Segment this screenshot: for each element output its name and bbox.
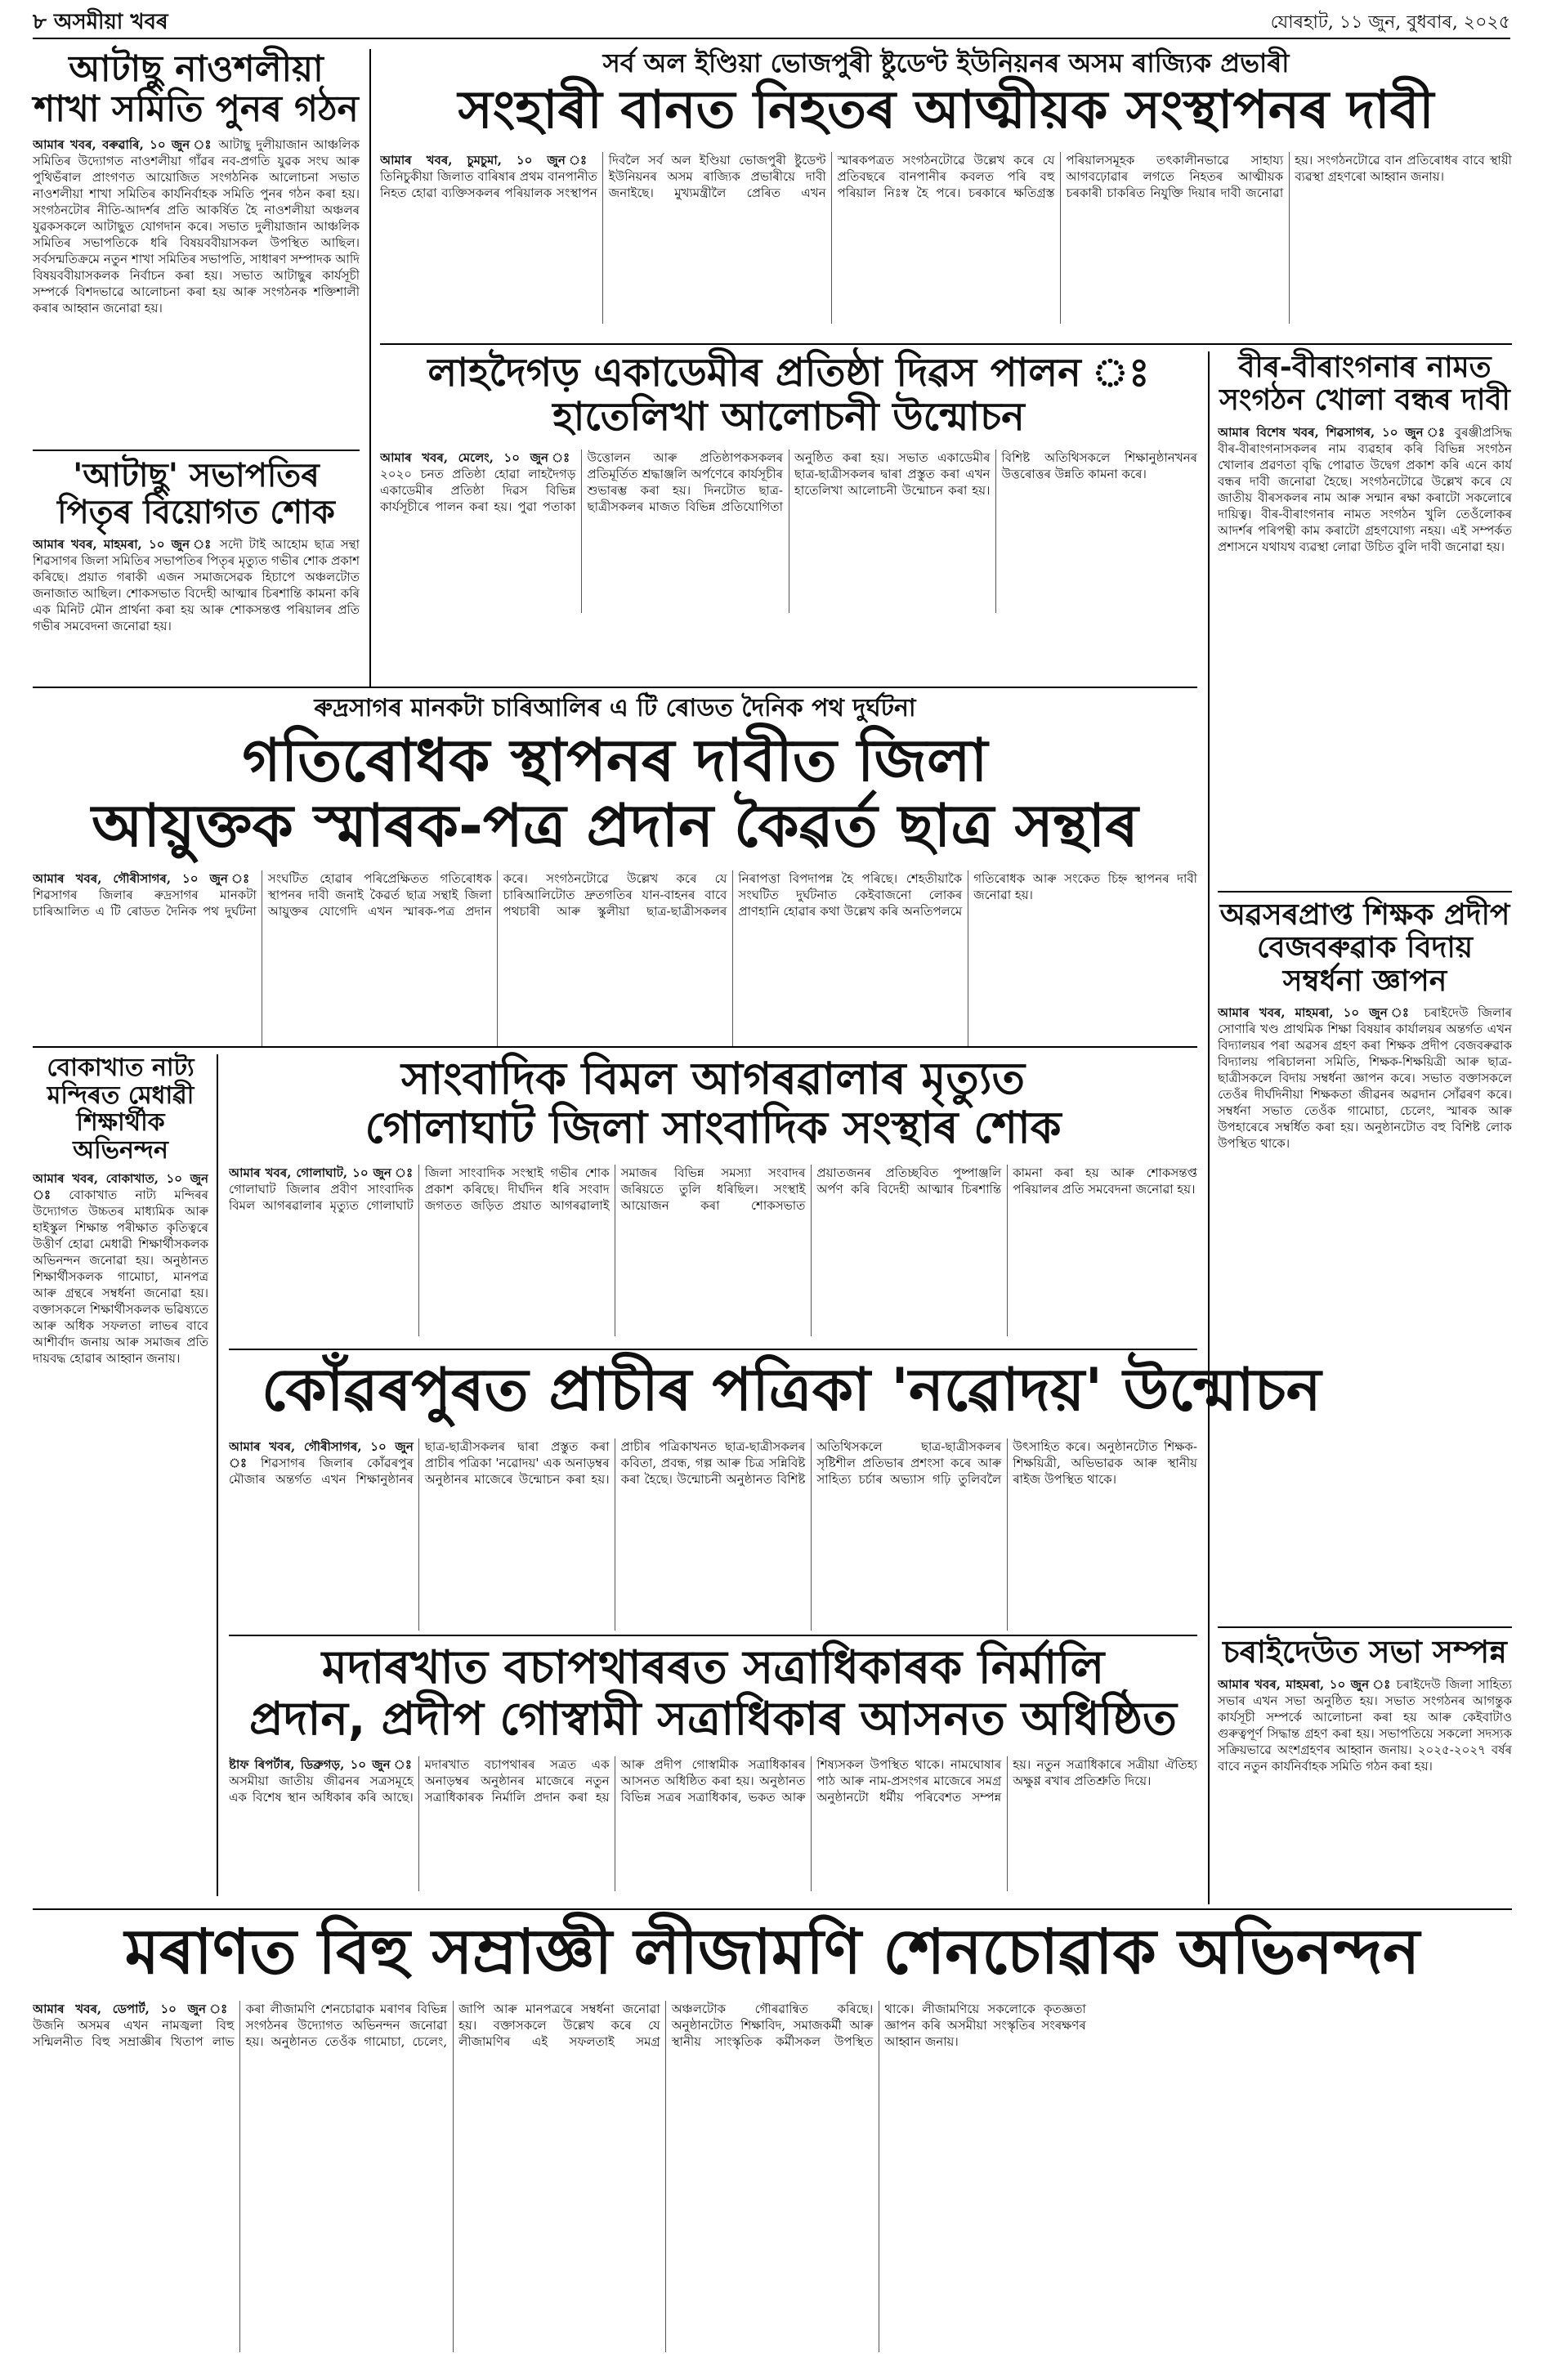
article-body — [33, 2001, 1512, 2352]
column-divider — [369, 49, 371, 687]
article-text: উজনি অসমৰ এখন নামজ্বলা বিহু সন্মিলনীত বিহু সম্ৰাজ্ঞীৰ খিতাপ লাভ কৰা লীজামণি শেনচোৱাক মৰাণৰ বিভিন্ন সংগঠনৰ উদ্যোগত অভিনন্দন জনোৱা হয়। অনুষ্ঠানত তেওঁক গামোচা, চেলেং, জাপি আৰু মানপত্ৰৰে সম্বৰ্ধনা জনোৱা হয়। বক্তাসকলে উল্লেখ কৰে যে লীজামণিৰ এই সফলতাই সমগ্ৰ অঞ্চলটোক গৌৰৱান্বিত কৰিছে। অনুষ্ঠানটোত শিক্ষাবিদ, সমাজকৰ্মী আৰু স্থানীয় সাংস্কৃতিক কৰ্মীসকল উপস্থিত থাকে। লীজামণিয়ে সকলোকে কৃতজ্ঞতা জ্ঞাপন কৰি অসমীয়া সংস্কৃতিৰ সংৰক্ষণৰ আহ্বান জনায়। — [33, 2002, 1086, 2050]
article-bokakhat-natya — [33, 1054, 208, 2012]
headline: অৱসৰপ্ৰাপ্ত শিক্ষক প্ৰদীপ বেজবৰুৱাক বিদায় সম্বৰ্ধনা জ্ঞাপন — [1219, 898, 1510, 998]
kicker: ৰুদ্ৰসাগৰ মানকটা চাৰিআলিৰ এ টি ৰোডত দৈনিক পথ দুৰ্ঘটনা — [314, 694, 916, 722]
article-text: গোলাঘাট জিলাৰ প্ৰবীণ সাংবাদিক বিমল আগৰৱালাৰ মৃত্যুত গোলাঘাট জিলা সাংবাদিক সংস্থাই গভীৰ শোক প্ৰকাশ কৰিছে। দীৰ্ঘদিন ধৰি সংবাদ জগতত জড়িত প্ৰয়াত আগৰৱালাই সমাজৰ বিভিন্ন সমস্যা সংবাদৰ জৰিয়তে তুলি ধৰিছিল। সংস্থাই আয়োজন কৰা শোকসভাত প্ৰয়াতজনৰ প্ৰতিচ্ছবিত পুষ্পাঞ্জলি অৰ্পণ কৰি বিদেহী আত্মাৰ চিৰশান্তি কামনা কৰা হয় আৰু শোকসন্তপ্ত পৰিয়ালৰ প্ৰতি সমবেদনা জনোৱা হয়। — [229, 1165, 1197, 1213]
dateline: আমাৰ খবৰ, মেলেং, ১০ জুন ঃ — [380, 450, 576, 465]
article-text: চৰাইদেউ জিলাৰ সোণাৰি খণ্ড প্ৰাথমিক শিক্ষা বিষয়াৰ কাৰ্যালয়ৰ অন্তৰ্গত এখন বিদ্যালয়ৰ পৰা অৱসৰ গ্ৰহণ কৰা শিক্ষক প্ৰদীপ বেজবৰুৱাক বিদ্যালয় পৰিচালনা সমিতি, শিক্ষক-শিক্ষয়িত্ৰী আৰু ছাত্ৰ-ছাত্ৰীসকলে বিদায় সম্বৰ্ধনা জ্ঞাপন কৰে। সভাত বক্তাসকলে তেওঁৰ দীৰ্ঘদিনীয়া শিক্ষকতা জীৱনৰ অৱদান সোঁৱৰণ কৰে। সম্বৰ্ধনা সভাত তেওঁক গামোচা, চেলেং, স্মাৰক আৰু উপহাৰেৰে সম্বৰ্ধিত কৰা হয়। অনুষ্ঠানটোত বহু বিশিষ্ট লোক উপস্থিত থাকে। — [1218, 1004, 1512, 1151]
article-text: তিনিচুকীয়া জিলাত বাৰিষাৰ প্ৰথম বানপানীত নিহত হোৱা ব্যক্তিসকলৰ পৰিয়ালক সংস্থাপন দিবলৈ সৰ্ব অল ইণ্ডিয়া ভোজপুৰী ষ্টুডেণ্ট ইউনিয়নৰ অসম ৰাজ্যিক প্ৰভাৰীয়ে দাবী জনাইছে। মুখ্যমন্ত্ৰীলৈ প্ৰেৰিত এখন স্মাৰকপত্ৰত সংগঠনটোৱে উল্লেখ কৰে যে প্ৰতিবছৰে বানপানীৰ কবলত পৰি বহু পৰিয়াল নিঃস্ব হৈ পৰে। চৰকাৰে ক্ষতিগ্ৰস্ত পৰিয়ালসমূহক তৎকালীনভাৱে সাহায্য আগবঢ়োৱাৰ লগতে নিহতৰ আত্মীয়ক চৰকাৰী চাকৰিত নিযুক্তি দিয়াৰ দাবী জনোৱা হয়। সংগঠনটোৱে বান প্ৰতিৰোধৰ বাবে স্থায়ী ব্যৱস্থা গ্ৰহণৰো আহ্বান জনায়। — [380, 152, 1512, 200]
article-text: বুৰঞ্জীপ্ৰসিদ্ধ বীৰ-বীৰাংগনাসকলৰ নাম ব্যৱহাৰ কৰি বিভিন্ন সংগঠন খোলাৰ প্ৰৱণতা বৃদ্ধি পোৱাত উদ্বেগ প্ৰকাশ কৰি এনে কাৰ্য বন্ধৰ দাবী জনোৱা হৈছে। সংগঠনটোৱে উল্লেখ কৰে যে জাতীয় বীৰসকলৰ নাম আৰু সন্মান ৰক্ষা কৰাটো সকলোৰে দায়িত্ব। বীৰ-বীৰাংগনাৰ নামত সংগঠন খুলি তেওঁলোকৰ আদৰ্শৰ পৰিপন্থী কাম কৰাটো গ্ৰহণযোগ্য নহয়। এই সম্পৰ্কত প্ৰশাসনে যথাযথ ব্যৱস্থা লোৱা উচিত বুলি দাবী জনোৱা হয়। — [1218, 424, 1512, 554]
article-atachu-sabhapati — [33, 458, 360, 655]
headline: আটাছু নাওশলীয়া শাখা সমিতি পুনৰ গঠন — [34, 48, 359, 131]
article-norodoy — [229, 1357, 1512, 1423]
article-body — [229, 1756, 1197, 1891]
page-number-masthead: ৮ অসমীয়া খবৰ — [33, 10, 168, 34]
article-body — [229, 1165, 1197, 1336]
article-lahdoigarh — [380, 351, 1197, 613]
article-divider — [229, 1635, 1197, 1636]
dateline: আমাৰ খবৰ, বোকাখাত, ১০ জুন ঃ — [33, 1171, 208, 1203]
article-divider — [380, 343, 1512, 345]
article-bimal-agarwala — [229, 1054, 1197, 1336]
dateline: আমাৰ খবৰ, বৰুৱাৰি, ১০ জুন ঃ — [33, 136, 213, 152]
headline-line-1: গতিৰোধক স্থাপনৰ দাবীত জিলা — [242, 725, 988, 794]
article-divider — [1218, 1626, 1512, 1628]
dateline: আমাৰ খবৰ, গৌৰীসাগৰ, ১০ জুন ঃ — [33, 870, 257, 886]
article-body — [1218, 424, 1512, 780]
article-divider — [33, 687, 1197, 688]
column-divider — [1208, 1626, 1210, 1904]
headline: বীৰ-বীৰাংগনাৰ নামত সংগঠন খোলা বন্ধৰ দাবী — [1219, 351, 1510, 418]
article-norodoy-body — [229, 1438, 1197, 1631]
page-date: যোৰহাট, ১১ জুন, বুধবাৰ, ২০২৫ — [1270, 12, 1510, 33]
article-body — [1218, 1004, 1512, 1626]
article-text: শিৱসাগৰ জিলাৰ কোঁৱৰপুৰ মৌজাৰ অন্তৰ্গত এখন শিক্ষানুষ্ঠানৰ ছাত্ৰ-ছাত্ৰীসকলৰ দ্বাৰা প্ৰস্তুত কৰা প্ৰাচীৰ পত্ৰিকা 'নৱোদয়' এক অনাড়ম্বৰ অনুষ্ঠানৰ মাজেৰে উন্মোচন কৰা হয়। প্ৰাচীৰ পত্ৰিকাখনত ছাত্ৰ-ছাত্ৰীসকলৰ কবিতা, প্ৰবন্ধ, গল্প আৰু চিত্ৰ সন্নিবিষ্ট কৰা হৈছে। উন্মোচনী অনুষ্ঠানত বিশিষ্ট অতিথিসকলে ছাত্ৰ-ছাত্ৰীসকলৰ সৃষ্টিশীল প্ৰতিভাৰ প্ৰশংসা কৰে আৰু সাহিত্য চৰ্চাৰ অভ্যাস গঢ়ি তুলিবলৈ উৎসাহিত কৰে। অনুষ্ঠানটোত শিক্ষক-শিক্ষয়িত্ৰী, অভিভাৱক আৰু স্থানীয় ৰাইজ উপস্থিত থাকে। — [229, 1439, 1197, 1487]
headline-line-1: মদাৰখাত বচাপথাৰৰত সত্ৰাধিকাৰক নিৰ্মালি — [321, 1641, 1105, 1694]
article-body — [380, 450, 1197, 613]
article-divider — [33, 1908, 1512, 1910]
column-divider — [1208, 891, 1210, 1626]
dateline: আমাৰ খবৰ, গোলাঘাট, ১০ জুন ঃ — [229, 1165, 414, 1180]
dateline: আমাৰ খবৰ, গৌৰীসাগৰ, ১০ জুন ঃ — [229, 1439, 414, 1470]
article-divider — [33, 450, 360, 451]
column-divider — [1208, 351, 1210, 891]
article-text: ২০২০ চনত প্ৰতিষ্ঠা হোৱা লাহদৈগড় একাডেমীৰ প্ৰতিষ্ঠা দিৱস বিভিন্ন কাৰ্যসূচীৰে পালন কৰা হয়। পুৱা পতাকা উত্তোলন আৰু প্ৰতিষ্ঠাপকসকলৰ প্ৰতিমূৰ্তিত শ্ৰদ্ধাঞ্জলি অৰ্পণেৰে কাৰ্যসূচীৰ শুভাৰম্ভ কৰা হয়। দিনটোত ছাত্ৰ-ছাত্ৰীসকলৰ মাজত বিভিন্ন প্ৰতিযোগিতা অনুষ্ঠিত কৰা হয়। সভাত একাডেমীৰ ছাত্ৰ-ছাত্ৰীসকলৰ দ্বাৰা প্ৰস্তুত কৰা এখন হাতেলিখা আলোচনী উন্মোচন কৰা হয়। বিশিষ্ট অতিথিসকলে শিক্ষানুষ্ঠানখনৰ উত্তৰোত্তৰ উন্নতি কামনা কৰে। — [380, 450, 1197, 514]
headline-line-2: আয়ুক্তক স্মাৰক-পত্ৰ প্ৰদান কৈৱৰ্ত ছাত্ৰ সন্থাৰ — [92, 791, 1138, 861]
article-text: বোকাখাত নাট্য মন্দিৰৰ উদ্যোগত উচ্চতৰ মাধ্যমিক আৰু হাইস্কুল শিক্ষান্ত পৰীক্ষাত কৃতিত্বৰে উত্তীৰ্ণ হোৱা মেধাৱী শিক্ষাৰ্থীসকলক অভিনন্দন জনোৱা হয়। অনুষ্ঠানত শিক্ষাৰ্থীসকলক গামোচা, মানপত্ৰ আৰু গ্ৰন্থৰে সম্বৰ্ধনা জনোৱা হয়। বক্তাসকলে শিক্ষাৰ্থীসকলক ভৱিষ্যতে আৰু অধিক সফলতা লাভৰ বাবে আশীৰ্বাদ জনায় আৰু সমাজৰ প্ৰতি দায়বদ্ধ হোৱাৰ আহ্বান জনায়। — [33, 1188, 208, 1367]
article-bir-birangana — [1218, 351, 1512, 780]
article-atachu-nauchaliya — [33, 49, 360, 369]
article-body — [33, 1170, 208, 2012]
article-charaideo-sabha — [1218, 1635, 1512, 1921]
article-divider — [33, 1046, 1197, 1048]
header-rule — [33, 38, 1510, 39]
headline: লাহদৈগড় একাডেমীৰ প্ৰতিষ্ঠা দিৱস পালন ঃ হাতেলিখা আলোচনী উন্মোচন — [427, 350, 1150, 440]
dateline: আমাৰ খবৰ, মাহমৰা, ১০ জুন ঃ — [1218, 1004, 1415, 1020]
article-body — [33, 136, 360, 369]
headline: বোকাখাত নাট্য মন্দিৰত মেধাৱী শিক্ষাৰ্থীক অভিনন্দন — [47, 1054, 195, 1165]
article-body — [33, 870, 1197, 1046]
dateline: ষ্টাফ ৰিপৰ্টাৰ, ডিব্ৰুগড়, ১০ জুন ঃ — [229, 1757, 414, 1773]
article-prodip-bezbarua — [1218, 899, 1512, 1626]
column-divider — [217, 1054, 218, 1896]
dateline: আমাৰ খবৰ, মাহমৰা, ১০ জুন ঃ — [33, 536, 214, 552]
headline: কোঁৱৰপুৰত প্ৰাচীৰ পত্ৰিকা 'নৱোদয়' উন্মোচন — [262, 1355, 1322, 1424]
headline: চৰাইদেউত সভা সম্পন্ন — [1223, 1634, 1507, 1670]
article-bhojpuri — [380, 49, 1512, 324]
article-divider — [229, 1349, 1197, 1350]
article-gatirodhak — [33, 695, 1197, 1046]
dateline: আমাৰ খবৰ, ডেপাৰ্ট, ১০ জুন ঃ — [33, 2002, 235, 2017]
article-body — [1218, 1676, 1512, 1921]
article-text: সদৌ টাই আহোম ছাত্ৰ সন্থা শিৱসাগৰ জিলা সমিতিৰ সভাপতিৰ পিতৃৰ মৃত্যুত গভীৰ শোক প্ৰকাশ কৰিছে। প্ৰয়াত গৰাকী এজন সমাজসেৱক হিচাপে অঞ্চলটোত জনাজাত আছিল। শোকসভাত বিদেহী আত্মাৰ চিৰশান্তি কামনা কৰি এক মিনিট মৌন প্ৰাৰ্থনা কৰা হয় আৰু শোকসন্তপ্ত পৰিয়ালৰ প্ৰতি গভীৰ সমবেদনা জনোৱা হয়। — [33, 536, 360, 633]
headline: 'আটাছু' সভাপতিৰ পিতৃৰ বিয়োগত শোক — [57, 457, 335, 531]
dateline: আমাৰ বিশেষ খবৰ, শিৱসাগৰ, ১০ জুন ঃ — [1218, 424, 1448, 440]
article-text: চৰাইদেউ জিলা সাহিত্য সভাৰ এখন সভা অনুষ্ঠিত হয়। সভাত সংগঠনৰ আগন্তুক কাৰ্যসূচী সম্পৰ্কে আলোচনা কৰা হয় আৰু কেইবাটাও গুৰুত্বপূৰ্ণ সিদ্ধান্ত গ্ৰহণ কৰা হয়। সভাপতিয়ে সকলো সদস্যক সক্ৰিয়ভাৱে অংশগ্ৰহণৰ আহ্বান জনায়। ২০২৫-২০২৭ বৰ্ষৰ বাবে নতুন কাৰ্যনিৰ্বাহক সমিতি গঠন কৰা হয়। — [1218, 1676, 1512, 1774]
article-satradhikar — [229, 1643, 1197, 1891]
article-text: শিৱসাগৰ জিলাৰ ৰুদ্ৰসাগৰ মানকটা চাৰিআলিত এ টি ৰোডত দৈনিক পথ দুৰ্ঘটনা সংঘটিত হোৱাৰ পৰিপ্ৰেক্ষিতত গতিৰোধক স্থাপনৰ দাবী জনাই কৈৱৰ্ত ছাত্ৰ সন্থাই জিলা আয়ুক্তৰ যোগেদি এখন স্মাৰক-পত্ৰ প্ৰদান কৰে। সংগঠনটোৱে উল্লেখ কৰে যে চাৰিআলিটোত দ্ৰুতগতিৰ যান-বাহনৰ বাবে পথচাৰী আৰু স্কুলীয়া ছাত্ৰ-ছাত্ৰীসকলৰ নিৰাপত্তা বিপদাপন্ন হৈ পৰিছে। শেহতীয়াকৈ সংঘটিত দুৰ্ঘটনাত কেইবাজনো লোকৰ প্ৰাণহানি হোৱাৰ কথা উল্লেখ কৰি অনতিপলমে গতিৰোধক আৰু সংকেত চিহ্ন স্থাপনৰ দাবী জনোৱা হয়। — [33, 870, 1197, 919]
headline-line-1: সাংবাদিক বিমল আগৰৱালাৰ মৃত্যুত — [400, 1053, 1026, 1104]
dateline: আমাৰ খবৰ, চুমচুমা, ১০ জুন ঃ — [380, 152, 597, 168]
headline-line-2: প্ৰদান, প্ৰদীপ গোস্বামী সত্ৰাধিকাৰ আসনত অধিষ্ঠিত — [249, 1692, 1177, 1746]
article-divider — [1218, 891, 1512, 892]
article-text: অসমীয়া জাতীয় জীৱনৰ সত্ৰসমূহে এক বিশেষ স্থান অধিকাৰ কৰি আছে। মদাৰখাত বচাপথাৰৰ সত্ৰত এক অনাড়ম্বৰ অনুষ্ঠানৰ মাজেৰে নতুন সত্ৰাধিকাৰক নিৰ্মালি প্ৰদান কৰা হয় আৰু প্ৰদীপ গোস্বামীক সত্ৰাধিকাৰৰ আসনত অধিষ্ঠিত কৰা হয়। অনুষ্ঠানত বিভিন্ন সত্ৰৰ সত্ৰাধিকাৰ, ভকত আৰু শিষ্যসকল উপস্থিত থাকে। নামঘোষাৰ পাঠ আৰু নাম-প্ৰসংগৰ মাজেৰে সমগ্ৰ অনুষ্ঠানটো ধৰ্মীয় পৰিবেশত সম্পন্ন হয়। নতুন সত্ৰাধিকাৰে সত্ৰীয়া ঐতিহ্য অক্ষুণ্ণ ৰখাৰ প্ৰতিশ্ৰুতি দিয়ে। — [229, 1757, 1197, 1805]
article-lijamoni — [33, 1917, 1512, 2352]
dateline: আমাৰ খবৰ, মাহমৰা, ১০ জুন ঃ — [1218, 1676, 1392, 1692]
kicker: সৰ্ব অল ইণ্ডিয়া ভোজপুৰী ষ্টুডেণ্ট ইউনিয়নৰ অসম ৰাজ্যিক প্ৰভাৰী — [602, 47, 1290, 78]
headline: সংহাৰী বানত নিহতৰ আত্মীয়ক সংস্থাপনৰ দাবী — [458, 79, 1434, 141]
article-body — [380, 152, 1512, 324]
headline: মৰাণত বিহু সম্ৰাজ্ঞী লীজামণি শেনচোৱাক অভিনন্দন — [124, 1915, 1420, 1988]
article-body — [33, 536, 360, 655]
headline-line-2: গোলাঘাট জিলা সাংবাদিক সংস্থাৰ শোক — [365, 1102, 1062, 1154]
article-text: আটাছু দুলীয়াজান আঞ্চলিক সমিতিৰ উদ্যোগত নাওশলীয়া গাঁৱৰ নব-প্ৰগতি যুৱক সংঘ আৰু পুথিভঁৰাল প্ৰাংগণত আয়োজিত সংগঠনিক আলোচনা সভাত নাওশলীয়া শাখা সমিতিৰ কাৰ্যনিৰ্বাহক সমিতি পুনৰ গঠন কৰা হয়। সংগঠনটোৰ নীতি-আদৰ্শৰ প্ৰতি আকৰ্ষিত হৈ নাওশলীয়া অঞ্চলৰ যুৱকসকলে আটাছুত যোগদান কৰে। সভাত দুলীয়াজান আঞ্চলিক সমিতিৰ সভাপতিকে ধৰি বিষয়ববীয়াসকল উপস্থিত আছিল। সৰ্বসন্মতিক্ৰমে নতুন শাখা সমিতিৰ সভাপতি, সাধাৰণ সম্পাদক আদি বিষয়ববীয়াসকলক নিৰ্বাচন কৰা হয়। সভাত আটাছুৰ কাৰ্যসূচী সম্পৰ্কে বিশদভাৱে আলোচনা কৰা হয় আৰু সংগঠনক শক্তিশালী কৰাৰ আহ্বান জনোৱা হয়। — [33, 136, 360, 315]
